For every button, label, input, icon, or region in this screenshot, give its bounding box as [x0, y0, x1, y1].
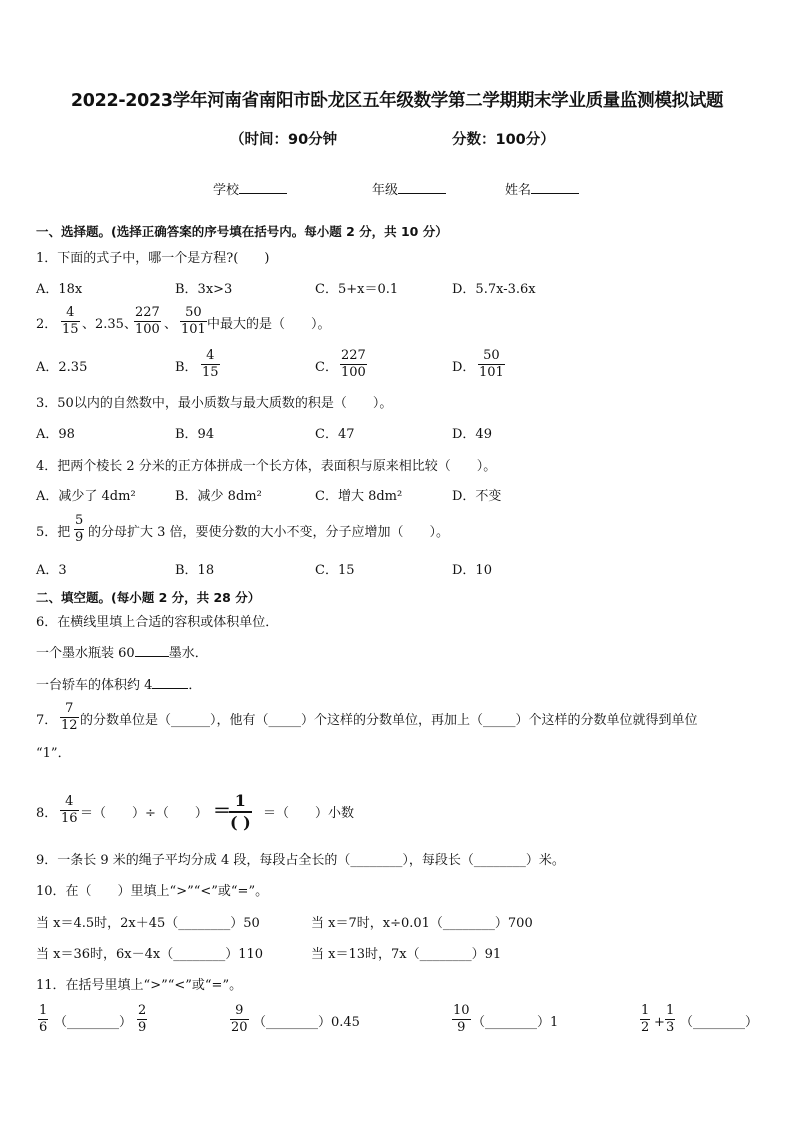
q11-a-fraction-right: 2 9	[138, 1003, 147, 1036]
school-field	[213, 183, 287, 199]
q3-option-a[interactable]: A．98	[36, 427, 75, 442]
q8-box-fraction: 1 ( )	[230, 791, 251, 832]
q2-fraction-2: 227 100	[135, 305, 160, 338]
q11-a-fraction-left: 1 6	[39, 1003, 48, 1036]
q5-tail: 的分母扩大 3 倍，要使分数的大小不变，分子应增加（ ）。	[88, 525, 450, 540]
q3-option-c[interactable]: C．47	[315, 427, 355, 442]
name-blank[interactable]	[531, 193, 579, 194]
q7-text: 的分数单位是（______），他有（_____）个这样的分数单位，再加上（_____）个这样的分数单位就得到单位	[80, 713, 698, 728]
q3-option-d[interactable]: D．49	[452, 427, 492, 442]
q11-d-plus: +	[654, 1015, 665, 1030]
q10-row-2a: 当 x＝36时，6x－4x（________）110	[36, 947, 264, 962]
q6-line-2: 一台轿车的体积约 4 ．	[36, 678, 202, 693]
q11-stem: 11．在括号里填上“>”“<”或“=”。	[36, 978, 243, 993]
q11-c-fraction: 10 9	[453, 1003, 470, 1036]
q11-d-fraction-1: 1 2	[641, 1003, 650, 1036]
school-label: 学校	[213, 183, 240, 198]
q2-tail: 中最大的是（ ）。	[207, 317, 331, 332]
q11-b-blank[interactable]: （________）0.45	[253, 1015, 360, 1030]
q1-option-c[interactable]: C．5+x＝0.1	[315, 282, 399, 297]
q5-option-c[interactable]: C．15	[315, 563, 355, 578]
q4-option-b[interactable]: B．减少 8dm²	[175, 489, 262, 504]
q5-fraction: 5 9	[75, 513, 84, 546]
q8-equals: ＝	[213, 801, 231, 822]
q5-option-b[interactable]: B．18	[175, 563, 215, 578]
q4-stem: 4．把两个棱长 2 分米的正方体拼成一个长方体，表面积与原来相比较（ ）。	[36, 459, 497, 474]
grade-field	[372, 183, 446, 199]
q2-option-d[interactable]: D．	[452, 360, 476, 375]
q7-line-2: “1”．	[36, 746, 71, 761]
name-label: 姓名	[505, 183, 532, 198]
q8-middle: ＝（ ）÷（ ）	[80, 806, 208, 821]
q1-option-a[interactable]: A．18x	[36, 282, 83, 297]
q11-d-fraction-2: 1 3	[666, 1003, 675, 1036]
q2-separator-1: 、2.35、	[82, 317, 137, 332]
q6-blank-1[interactable]	[135, 656, 169, 657]
q2-option-c-fraction: 227 100	[341, 348, 366, 381]
q11-d-blank[interactable]: （________）	[680, 1015, 759, 1030]
section-1-heading: 一、选择题。(选择正确答案的序号填在括号内。每小题 2 分，共 10 分）	[36, 224, 448, 239]
q8-number: 8．	[36, 806, 58, 821]
q7-number: 7．	[36, 713, 58, 728]
q4-option-c[interactable]: C．增大 8dm²	[315, 489, 403, 504]
q10-row-1a: 当 x＝4.5时，2x＋45（________）50	[36, 916, 260, 931]
q3-option-b[interactable]: B．94	[175, 427, 215, 442]
q2-option-c[interactable]: C．	[315, 360, 338, 375]
q3-stem: 3．50以内的自然数中，最小质数与最大质数的积是（ ）。	[36, 396, 393, 411]
q10-row-2b: 当 x＝13时，7x（________）91	[311, 947, 502, 962]
q6-blank-2[interactable]	[152, 688, 188, 689]
q11-c-blank[interactable]: （________）1	[472, 1015, 559, 1030]
q6-line-1: 一个墨水瓶装 60 墨水．	[36, 646, 208, 661]
q2-fraction-3: 50 101	[181, 305, 206, 338]
q9-stem: 9．一条长 9 米的绳子平均分成 4 段，每段占全长的（________），每段长（________）米。	[36, 853, 565, 868]
q2-separator-2: 、	[164, 317, 178, 332]
exam-time: （时间：90分钟	[230, 132, 338, 148]
q8-tail: ＝（ ）小数	[263, 806, 355, 821]
grade-label: 年级	[372, 183, 399, 198]
q5-option-a[interactable]: A．3	[36, 563, 67, 578]
q2-number: 2．	[36, 317, 58, 332]
q2-fraction-1: 4 15	[62, 305, 79, 338]
q2-option-b[interactable]: B．	[175, 360, 198, 375]
q5-option-d[interactable]: D．10	[452, 563, 492, 578]
q1-stem: 1．下面的式子中，哪一个是方程?( )	[36, 251, 270, 266]
school-blank[interactable]	[239, 193, 287, 194]
exam-score: 分数：100分）	[452, 132, 555, 148]
q4-option-a[interactable]: A．减少了 4dm²	[36, 489, 136, 504]
q4-option-d[interactable]: D．不变	[452, 489, 502, 504]
section-2-heading: 二、填空题。(每小题 2 分，共 28 分）	[36, 590, 261, 605]
q5-prefix: 5．把	[36, 525, 71, 540]
q2-option-d-fraction: 50 101	[479, 348, 504, 381]
q2-option-b-fraction: 4 15	[202, 348, 219, 381]
q7-fraction: 7 12	[61, 701, 78, 734]
q8-fraction: 4 16	[61, 794, 78, 827]
q10-stem: 10．在（ ）里填上“>”“<”或“=”。	[36, 884, 269, 899]
q11-b-fraction: 9 20	[231, 1003, 248, 1036]
grade-blank[interactable]	[398, 193, 446, 194]
q1-option-d[interactable]: D．5.7x-3.6x	[452, 282, 536, 297]
q6-stem: 6．在横线里填上合适的容积或体积单位．	[36, 615, 279, 630]
exam-title: 2022-2023学年河南省南阳市卧龙区五年级数学第二学期期末学业质量监测模拟试题	[70, 91, 724, 111]
q10-row-1b: 当 x＝7时，x÷0.01（________）700	[311, 916, 533, 931]
name-field	[505, 183, 579, 199]
q11-a-blank[interactable]: （________）	[54, 1015, 133, 1030]
q2-option-a[interactable]: A．2.35	[36, 360, 88, 375]
q1-option-b[interactable]: B．3x>3	[175, 282, 233, 297]
